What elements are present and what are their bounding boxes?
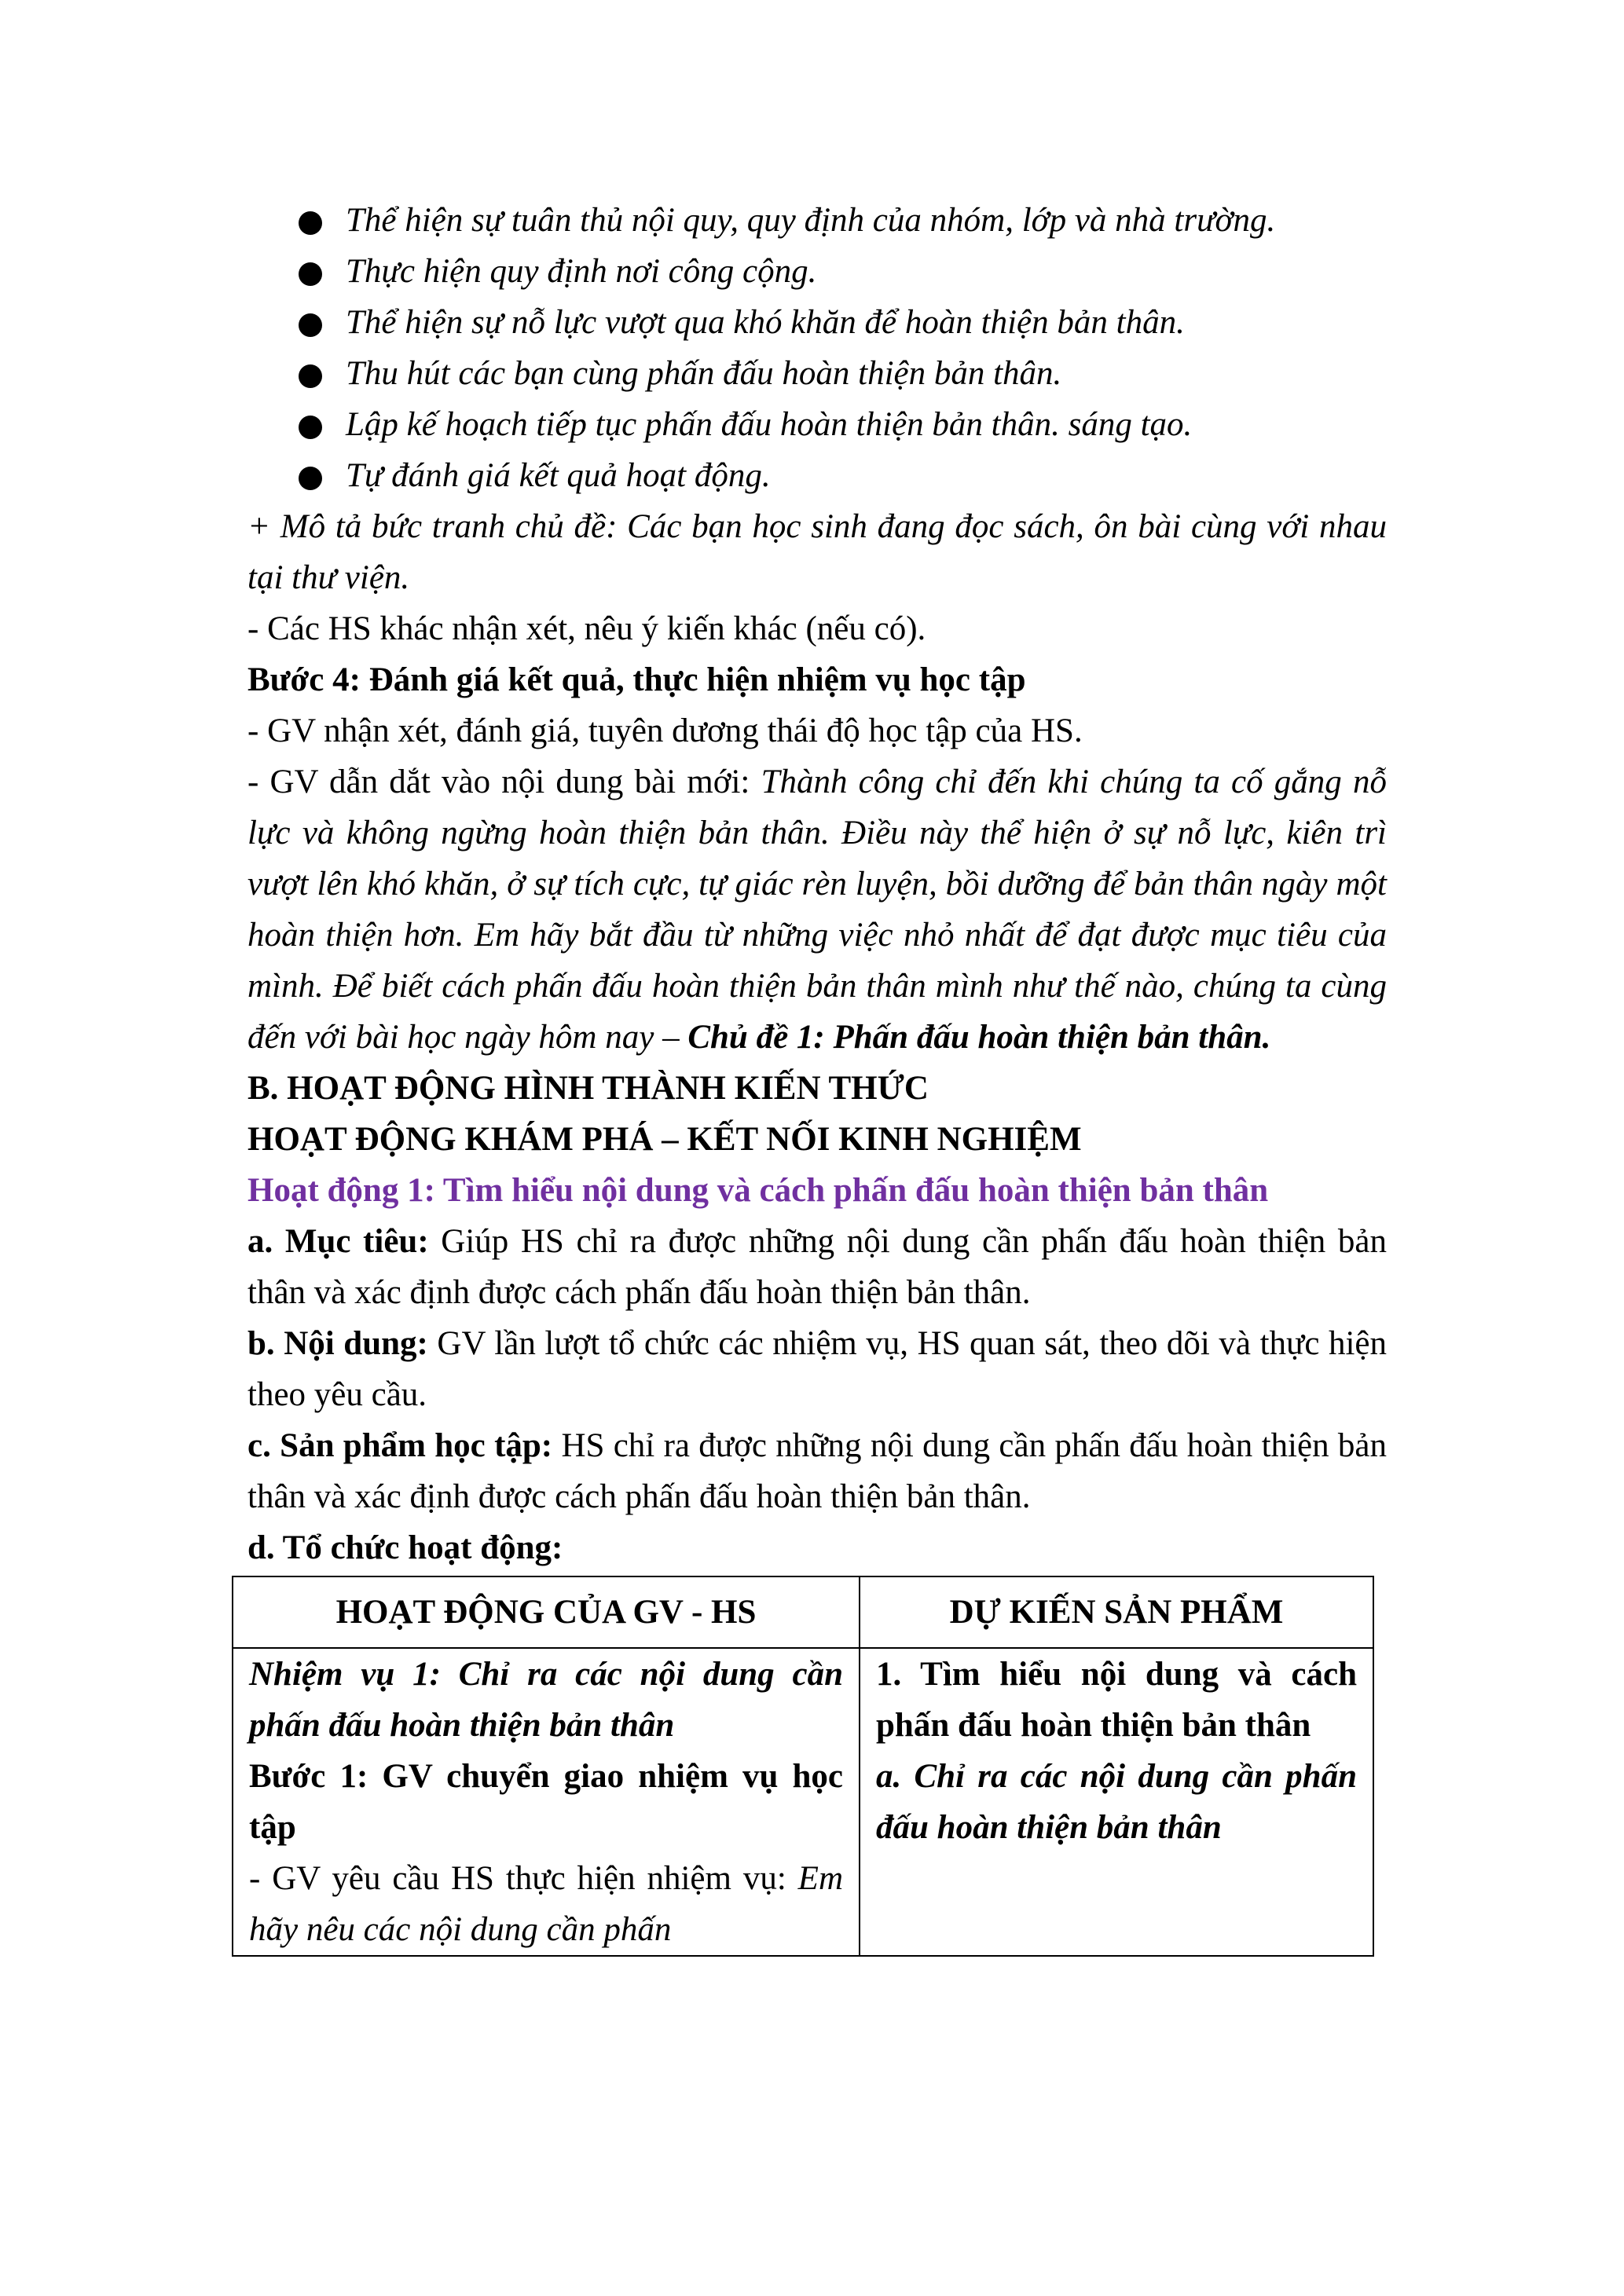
bullet-icon xyxy=(299,364,322,388)
product-paragraph: c. Sản phẩm học tập: HS chỉ ra được những nội dung cần phấn đấu hoàn thiện bản thân và xác định được cách phấn đấu hoàn thiện bản thân. xyxy=(247,1427,1387,1515)
bullet-icon xyxy=(299,313,322,337)
bullet-icon xyxy=(299,467,322,490)
table-header-row xyxy=(233,1576,1373,1648)
list-item: Lập kế hoạch tiếp tục phấn đấu hoàn thiện bản thân. sáng tạo. xyxy=(247,399,1387,450)
list-item: Thực hiện quy định nơi công cộng. xyxy=(247,246,1387,297)
bullet-icon xyxy=(299,262,322,286)
picture-description: + Mô tả bức tranh chủ đề: Các bạn học sinh đang đọc sách, ôn bài cùng với nhau tại thư viện. xyxy=(247,508,1387,596)
document-page xyxy=(247,195,1387,1957)
activity1-heading: Hoạt động 1: Tìm hiểu nội dung và cách phấn đấu hoàn thiện bản thân xyxy=(247,1172,1269,1209)
other-students-note: - Các HS khác nhận xét, nêu ý kiến khác (nếu có). xyxy=(247,610,926,647)
list-item: Thể hiện sự nỗ lực vượt qua khó khăn để hoàn thiện bản thân. xyxy=(247,297,1387,348)
request-paragraph: - GV yêu cầu HS thực hiện nhiệm vụ: Em hãy nêu các nội dung cần phấn xyxy=(249,1860,843,1948)
table-row xyxy=(233,1648,1373,1956)
activity-table xyxy=(232,1576,1374,1957)
activity-cell xyxy=(233,1648,860,1956)
step1-heading: Bước 1: GV chuyển giao nhiệm vụ học tập xyxy=(249,1758,843,1846)
organize-heading: d. Tổ chức hoạt động: xyxy=(247,1529,563,1566)
task1-heading: Nhiệm vụ 1: Chỉ ra các nội dung cần phấn đấu hoàn thiện bản thân xyxy=(249,1656,843,1744)
header-cell-product: DỰ KIẾN SẢN PHẨM xyxy=(860,1576,1373,1648)
bullet-icon xyxy=(299,211,322,235)
list-item: Tự đánh giá kết quả hoạt động. xyxy=(247,450,1387,501)
objective-paragraph: a. Mục tiêu: Giúp HS chỉ ra được những nội dung cần phấn đấu hoàn thiện bản thân và xác định được cách phấn đấu hoàn thiện bản thân. xyxy=(247,1223,1388,1311)
bullet-list xyxy=(247,195,1387,501)
content-paragraph: b. Nội dung: GV lần lượt tổ chức các nhiệm vụ, HS quan sát, theo dõi và thực hiện theo yêu cầu. xyxy=(247,1325,1388,1413)
step4-lead-paragraph: - GV dẫn dắt vào nội dung bài mới: Thành công chỉ đến khi chúng ta cố gắng nỗ lực và không ngừng hoàn thiện bản thân. Điều này thể hiện ở sự nỗ lực, kiên trì vượt lên khó khăn, ở sự tích cực, tự giác rèn luyện, bồi dưỡng để bản thân ngày một hoàn thiện hơn. Em hãy bắt đầu từ những việc nhỏ nhất để đạt được mục tiêu của mình. Để biết cách phấn đấu hoàn thiện bản thân mình như thế nào, chúng ta cùng đến với bài học ngày hôm nay – Chủ đề 1: Phấn đấu hoàn thiện bản thân. xyxy=(247,764,1387,1056)
step4-line-1: - GV nhận xét, đánh giá, tuyên dương thái độ học tập của HS. xyxy=(247,712,1083,749)
section-explore-heading: HOẠT ĐỘNG KHÁM PHÁ – KẾT NỐI KINH NGHIỆM xyxy=(247,1121,1082,1158)
step4-heading: Bước 4: Đánh giá kết quả, thực hiện nhiệm vụ học tập xyxy=(247,661,1026,698)
header-cell-activity: HOẠT ĐỘNG CỦA GV - HS xyxy=(233,1576,860,1648)
product-subheading: a. Chỉ ra các nội dung cần phấn đấu hoàn thiện bản thân xyxy=(876,1758,1357,1846)
product-heading: 1. Tìm hiểu nội dung và cách phấn đấu hoàn thiện bản thân xyxy=(876,1656,1357,1744)
list-item: Thể hiện sự tuân thủ nội quy, quy định của nhóm, lớp và nhà trường. xyxy=(247,195,1387,246)
bullet-icon xyxy=(299,416,322,439)
list-item: Thu hút các bạn cùng phấn đấu hoàn thiện bản thân. xyxy=(247,348,1387,399)
section-b-heading: B. HOẠT ĐỘNG HÌNH THÀNH KIẾN THỨC xyxy=(247,1070,929,1107)
product-cell xyxy=(860,1648,1373,1956)
